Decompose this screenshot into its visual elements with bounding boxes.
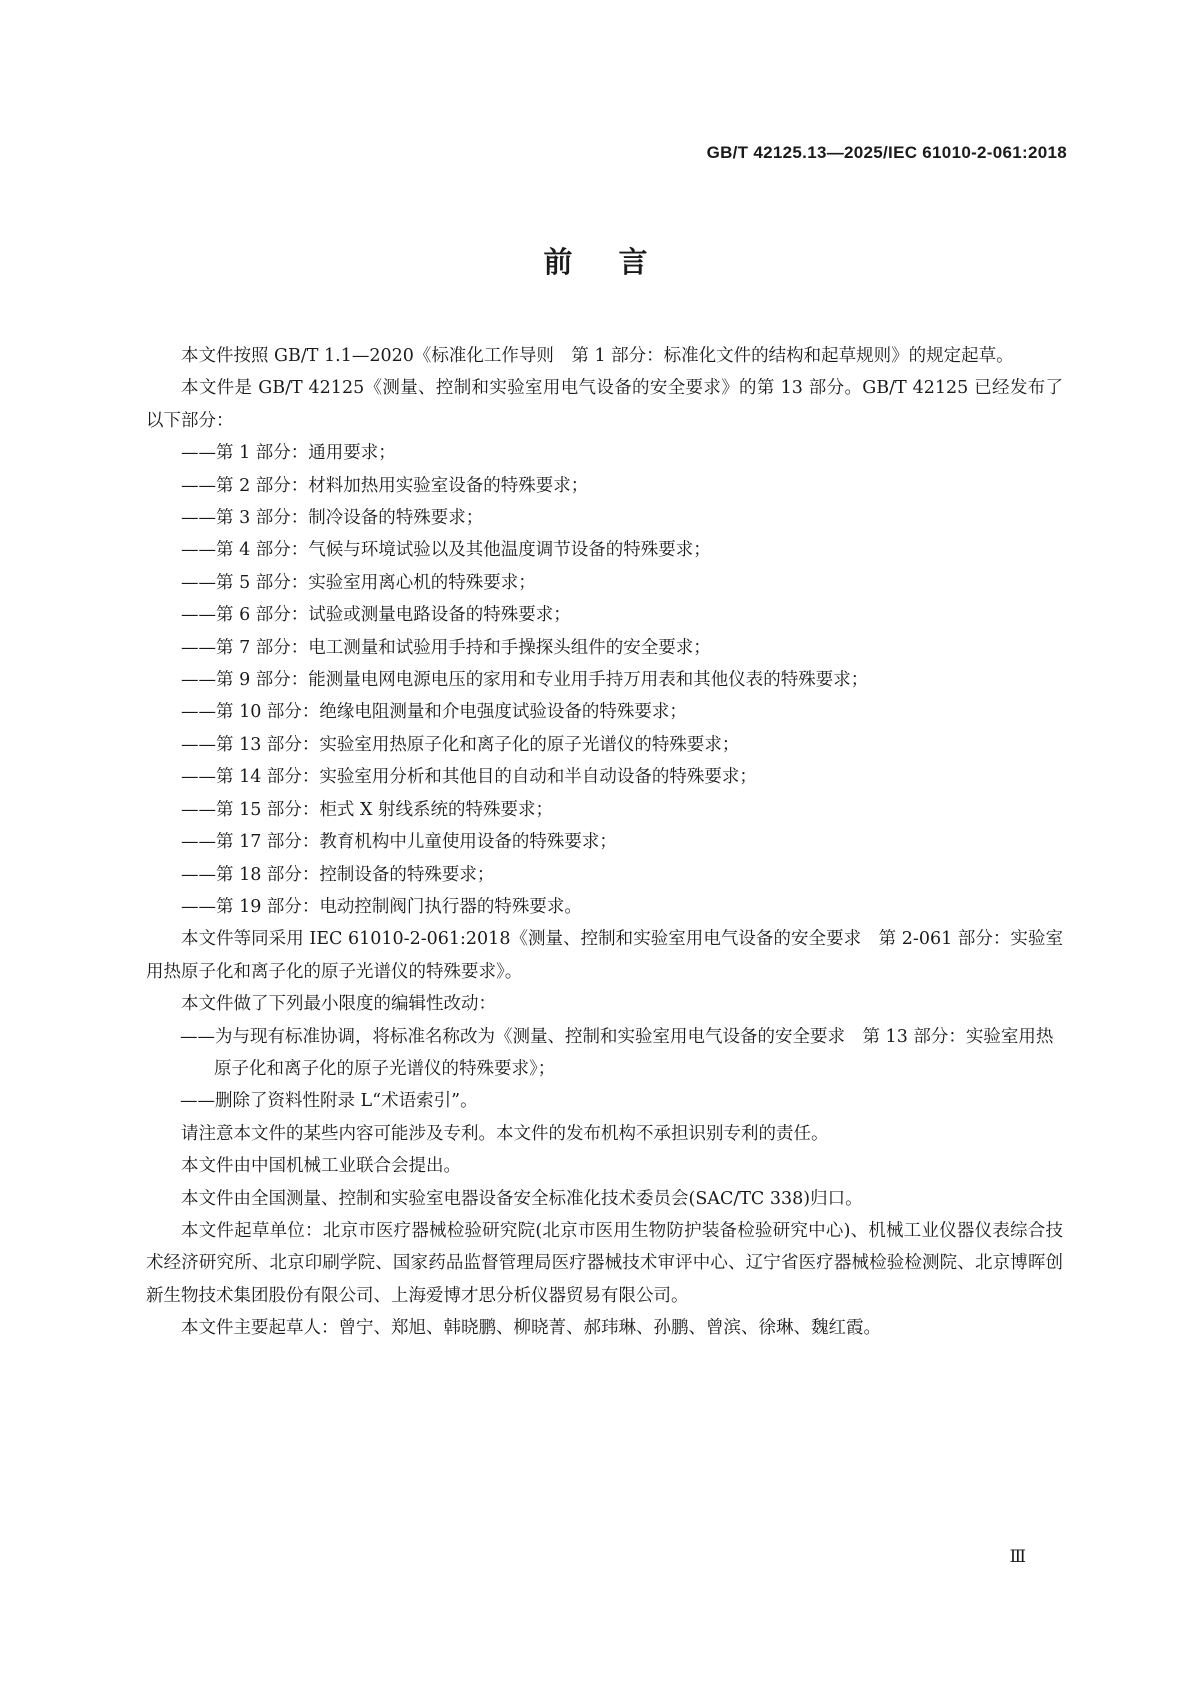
- list-item: ——第 2 部分：材料加热用实验室设备的特殊要求；: [181, 475, 589, 496]
- list-item: ——第 3 部分：制冷设备的特殊要求；: [181, 508, 484, 529]
- list-item: ——第 17 部分：教育机构中儿童使用设备的特殊要求；: [181, 832, 617, 853]
- list-item: ——第 9 部分：能测量电网电源电压的家用和专业用手持万用表和其他仪表的特殊要求；: [181, 670, 869, 691]
- standard-code: GB/T 42125.13—2025/IEC 61010-2-061:2018: [706, 143, 1067, 162]
- list-item: ——第 10 部分：绝缘电阻测量和介电强度试验设备的特殊要求；: [181, 702, 687, 723]
- paragraph-series-intro: 本文件是 GB/T 42125《测量、控制和实验室用电气设备的安全要求》的第 13 部分。GB/T 42125 已经发布了以下部分：: [146, 378, 1063, 431]
- list-item: ——第 1 部分：通用要求；: [181, 443, 396, 464]
- page-number: Ⅲ: [1009, 1547, 1026, 1567]
- foreword-body: [146, 340, 1063, 1345]
- change-item: ——删除了资料性附录 L“术语索引”。: [180, 1091, 478, 1112]
- list-item: ——第 13 部分：实验室用热原子化和离子化的原子光谱仪的特殊要求；: [181, 734, 740, 755]
- page-title: 前言: [543, 245, 694, 279]
- list-item: ——第 7 部分：电工测量和试验用手持和手操探头组件的安全要求；: [181, 637, 711, 658]
- paragraph-drafting-units: 本文件起草单位：北京市医疗器械检验研究院(北京市医用生物防护装备检验研究中心)、机械工业仪器仪表综合技术经济研究所、北京印刷学院、国家药品监督管理局医疗器械技术审评中心、辽宁省医疗器械检验检测院、北京博晖创新生物技术集团股份有限公司、上海爱博才思分析仪器贸易有限公司。: [146, 1220, 1063, 1306]
- paragraph-drafting-rule: 本文件按照 GB/T 1.1—2020《标准化工作导则 第 1 部分：标准化文件的结构和起草规则》的规定起草。: [181, 346, 1014, 366]
- list-item: ——第 15 部分：柜式 X 射线系统的特殊要求；: [181, 799, 553, 820]
- paragraph-proposer: 本文件由中国机械工业联合会提出。: [181, 1156, 461, 1177]
- list-item: ——第 18 部分：控制设备的特殊要求；: [181, 864, 495, 885]
- list-item: ——第 4 部分：气候与环境试验以及其他温度调节设备的特殊要求；: [181, 540, 711, 561]
- list-item: ——第 14 部分：实验室用分析和其他目的自动和半自动设备的特殊要求；: [181, 767, 757, 788]
- paragraph-patent-notice: 请注意本文件的某些内容可能涉及专利。本文件的发布机构不承担识别专利的责任。: [181, 1123, 829, 1144]
- paragraph-changes-intro: 本文件做了下列最小限度的编辑性改动：: [181, 994, 496, 1015]
- paragraph-committee: 本文件由全国测量、控制和实验室电器设备安全标准化技术委员会(SAC/TC 338)归口。: [181, 1188, 863, 1209]
- list-item: ——第 19 部分：电动控制阀门执行器的特殊要求。: [181, 896, 582, 917]
- change-item: ——为与现有标准协调，将标准名称改为《测量、控制和实验室用电气设备的安全要求 第 13 部分：实验室用热原子化和离子化的原子光谱仪的特殊要求》；: [180, 1026, 1054, 1079]
- list-item: ——第 5 部分：实验室用离心机的特殊要求；: [181, 572, 536, 593]
- paragraph-adoption: 本文件等同采用 IEC 61010-2-061:2018《测量、控制和实验室用电气设备的安全要求 第 2-061 部分：实验室用热原子化和离子化的原子光谱仪的特殊要求》。: [146, 929, 1063, 982]
- paragraph-drafters: 本文件主要起草人：曾宁、郑旭、韩晓鹏、柳晓菁、郝玮琳、孙鹏、曾滨、徐琳、魏红霞。: [181, 1318, 881, 1339]
- list-item: ——第 6 部分：试验或测量电路设备的特殊要求；: [181, 605, 571, 626]
